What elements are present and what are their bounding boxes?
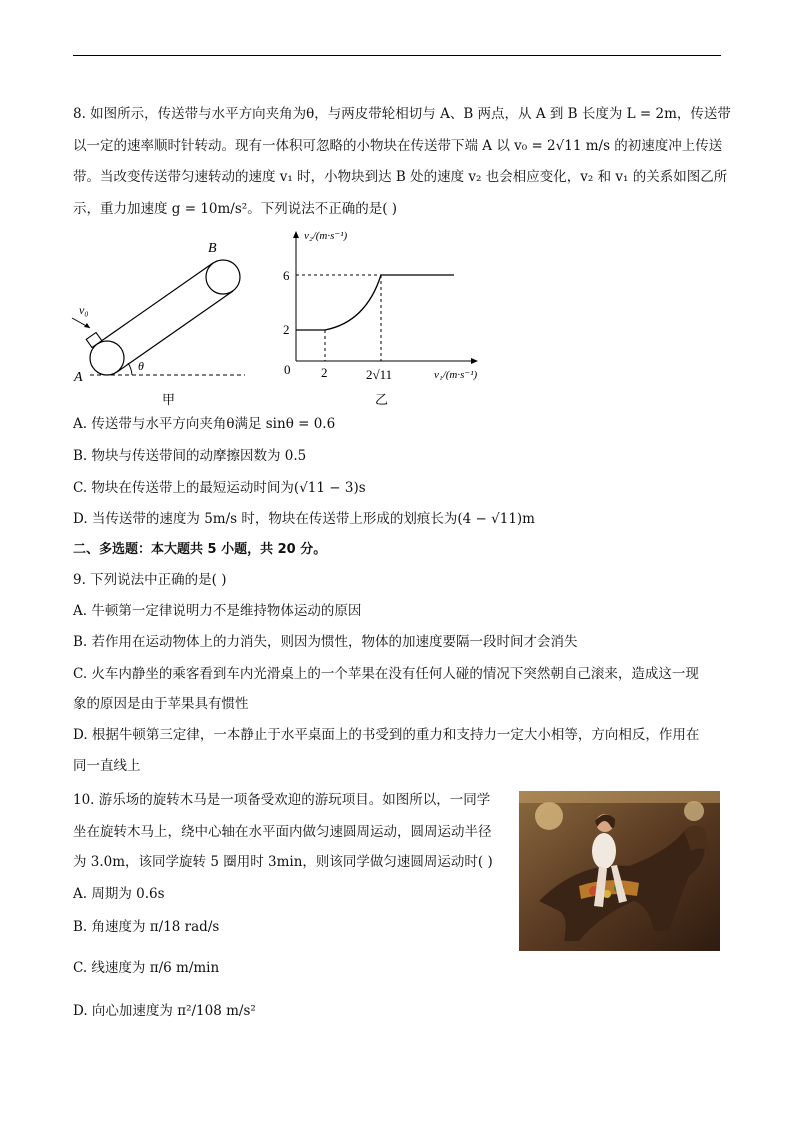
q10-option-a: A. 周期为 0.6s	[73, 886, 165, 902]
pulley-bottom	[90, 341, 124, 375]
belt-upper	[97, 263, 213, 344]
q10-line-2: 坐在旋转木马上，绕中心轴在水平面内做匀速圆周运动，圆周运动半径	[73, 824, 492, 840]
x-tick-2sqrt11: 2√11	[366, 367, 393, 382]
q9-option-c-1: C. 火车内静坐的乘客看到车内光滑桌上的一个苹果在没有任何人碰的情况下突然朝自己滚来，造成这一现	[73, 666, 699, 682]
q9-stem: 9. 下列说法中正确的是( )	[73, 572, 227, 588]
header-rule	[73, 55, 721, 56]
q10-option-c: C. 线速度为 π/6 m/min	[73, 960, 220, 976]
q8-option-c: C. 物块在传送带上的最短运动时间为(√11 − 3)s	[73, 480, 366, 496]
q9-option-a: A. 牛顿第一定律说明力不是维持物体运动的原因	[73, 603, 362, 619]
y-axis-label: v₂/(m·s⁻¹)	[304, 230, 348, 242]
q8-line-4: 示，重力加速度 g = 10m/s²。下列说法不正确的是( )	[73, 201, 398, 217]
pulley-top	[206, 260, 240, 294]
q10-line-1: 10. 游乐场的旋转木马是一项备受欢迎的游玩项目。如图所以，一同学	[73, 792, 491, 808]
x-tick-2: 2	[321, 365, 328, 380]
q9-option-b: B. 若作用在运动物体上的力消失，则因为惯性，物体的加速度要隔一段时间才会消失	[73, 634, 578, 650]
q10-option-b: B. 角速度为 π/18 rad/s	[73, 919, 220, 935]
origin-label: 0	[284, 362, 291, 377]
carousel-photo	[519, 791, 720, 951]
conveyor-figure	[60, 232, 260, 407]
theta-arc	[128, 363, 132, 375]
q10-option-d: D. 向心加速度为 π²/108 m/s²	[73, 1003, 256, 1019]
curve-rise	[325, 275, 381, 330]
y-tick-6: 6	[283, 268, 290, 283]
label-a: A	[74, 370, 83, 385]
caption-yi: 乙	[375, 392, 389, 407]
q8-line-2: 以一定的速率顺时针转动。现有一体积可忽略的小物块在传送带下端 A 以 v₀ = 2√11 m/s 的初速度冲上传送	[73, 138, 723, 154]
small-block	[86, 332, 102, 347]
q8-option-b: B. 物块与传送带间的动摩擦因数为 0.5	[73, 448, 307, 464]
q9-option-d-2: 同一直线上	[73, 758, 141, 774]
q9-option-d-1: D. 根据牛顿第三定律，一本静止于水平桌面上的书受到的重力和支持力一定大小相等，方向相反，作用在	[73, 727, 700, 743]
q8-option-a: A. 传送带与水平方向夹角θ满足 sinθ = 0.6	[73, 416, 336, 432]
belt-lower	[117, 291, 233, 372]
label-theta: θ	[138, 359, 144, 373]
y-tick-2: 2	[283, 322, 290, 337]
q8-line-1: 8. 如图所示，传送带与水平方向夹角为θ，与两皮带轮相切与 A、B 两点，从 A 到 B 长度为 L = 2m，传送带	[73, 106, 731, 122]
x-axis-label: v₁/(m·s⁻¹)	[434, 369, 478, 381]
q9-option-c-2: 象的原因是由于苹果具有惯性	[73, 696, 249, 712]
q8-line-3: 带。当改变传送带匀速转动的速度 v₁ 时，小物块到达 B 处的速度 v₂ 也会相应变化，v₂ 和 v₁ 的关系如图乙所	[73, 169, 728, 185]
q10-line-3: 为 3.0m，该同学旋转 5 圈用时 3min，则该同学做匀速圆周运动时( )	[73, 854, 493, 870]
section-heading: 二、多选题：本大题共 5 小题，共 20 分。	[73, 542, 327, 557]
q8-option-d: D. 当传送带的速度为 5m/s 时，物块在传送带上形成的划痕长为(4 − √11)m	[73, 511, 535, 527]
caption-jia: 甲	[162, 392, 176, 407]
velocity-graph	[280, 222, 500, 407]
label-v0: v₀	[79, 303, 89, 317]
label-b: B	[208, 241, 217, 256]
